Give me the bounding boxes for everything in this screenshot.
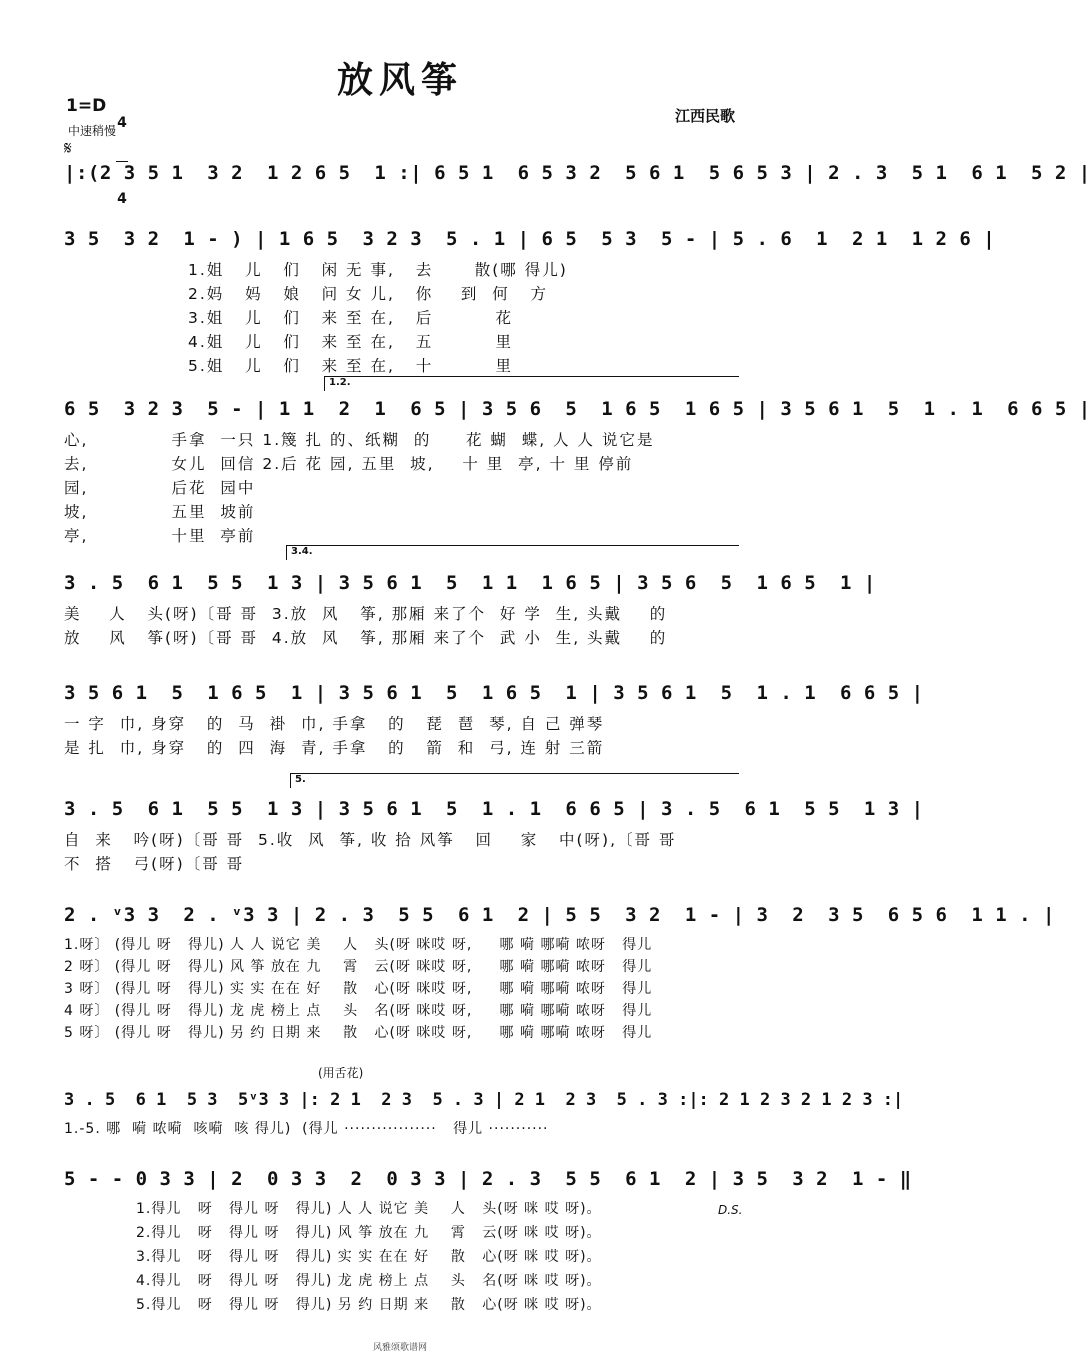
lyric-line: 园, 后花 园中 xyxy=(64,479,256,497)
lyric-line: 1.得儿 呀 得儿 呀 得儿) 人 人 说它 美 人 头(呀 咪 哎 呀)。 xyxy=(136,1201,602,1217)
lyric-line: 坡, 五里 坡前 xyxy=(64,503,256,521)
notation-line-9: 5 - - 0 3 3 | 2 0 3 3 2 0 3 3 | 2 . 3 5 5 6 1 2 | 3 5 3 2 1 - ‖ xyxy=(64,1168,912,1190)
song-title: 放风筝 xyxy=(336,60,463,101)
lyric-line: 自 来 吟(呀)〔哥 哥 5.收 风 筝, 收 拾 风筝 回 家 中(呀),〔哥 哥 xyxy=(64,831,677,849)
technique-annotation: (用舌花) xyxy=(318,1066,364,1080)
lyric-line: 1.姐 儿 们 闲 无 事, 去 散(哪 得儿) xyxy=(188,261,568,279)
time-signature-bottom: 4 xyxy=(117,191,127,207)
lyric-line: 5 呀〕 (得儿 呀 得儿) 另 约 日期 来 散 心(呀 咪哎 呀, 哪 嗬 哪嗬 哝呀 得儿 xyxy=(64,1025,653,1041)
volta-label: 3.4. xyxy=(291,546,313,557)
volta-bracket xyxy=(290,773,739,788)
notation-line-4: 3 . 5 6 1 5 5 1 3 | 3 5 6 1 5 1 1 1 6 5 | 3 5 6 5 1 6 5 1 | xyxy=(64,572,876,594)
lyric-line: 是 扎 巾, 身穿 的 四 海 青, 手拿 的 箭 和 弓, 连 射 三箭 xyxy=(64,739,605,757)
notation-line-3: 6 5 3 2 3 5 - | 1 1 2 1 6 5 | 3 5 6 5 1 6 5 1 6 5 | 3 5 6 1 5 1 . 1 6 6 5 | xyxy=(64,398,1091,420)
volta-bracket xyxy=(324,376,739,391)
key-signature: 1=D xyxy=(66,96,107,116)
notation-line-2: 3 5 3 2 1 - ) | 1 6 5 3 2 3 5 . 1 | 6 5 5 3 5 - | 5 . 6 1 2 1 1 2 6 | xyxy=(64,228,996,250)
lyric-line: 5.得儿 呀 得儿 呀 得儿) 另 约 日期 来 散 心(呀 咪 哎 呀)。 xyxy=(136,1297,602,1313)
lyric-line: 2.妈 妈 娘 问 女 儿, 你 到 何 方 xyxy=(188,285,549,303)
notation-line-7: 2 . ᵛ3 3 2 . ᵛ3 3 | 2 . 3 5 5 6 1 2 | 5 5 3 2 1 - | 3 2 3 5 6 5 6 1 1 . | xyxy=(64,904,1055,926)
notation-line-5: 3 5 6 1 5 1 6 5 1 | 3 5 6 1 5 1 6 5 1 | 3 5 6 1 5 1 . 1 6 6 5 | xyxy=(64,682,924,704)
lyric-line: 4 呀〕 (得儿 呀 得儿) 龙 虎 榜上 点 头 名(呀 咪哎 呀, 哪 嗬 哪嗬 哝呀 得儿 xyxy=(64,1003,653,1019)
lyric-line: 放 风 筝(呀)〔哥 哥 4.放 风 筝, 那厢 来了个 武 小 生, 头戴 的 xyxy=(64,629,668,647)
time-signature-top: 4 xyxy=(117,115,127,131)
dal-segno-mark: D.S. xyxy=(718,1203,743,1217)
song-origin: 江西民歌 xyxy=(675,107,736,125)
lyric-line: 不 搭 弓(呀)〔哥 哥 xyxy=(64,855,245,873)
lyric-line: 1.-5. 哪 嗬 哝嗬 咳嗬 咳 得儿) (得儿 ················· 得儿 ··········· xyxy=(64,1121,549,1137)
lyric-line: 3 呀〕 (得儿 呀 得儿) 实 实 在在 好 散 心(呀 咪哎 呀, 哪 嗬 哪嗬 哝呀 得儿 xyxy=(64,981,653,997)
time-signature xyxy=(116,86,128,222)
lyric-line: 5.姐 儿 们 来 至 在, 十 里 xyxy=(188,357,514,375)
notation-line-6: 3 . 5 6 1 5 5 1 3 | 3 5 6 1 5 1 . 1 6 6 5 | 3 . 5 6 1 5 5 1 3 | xyxy=(64,798,924,820)
tempo-marking: 中速稍慢 xyxy=(68,124,117,138)
lyric-line: 美 人 头(呀)〔哥 哥 3.放 风 筝, 那厢 来了个 好 学 生, 头戴 的 xyxy=(64,605,668,623)
lyric-line: 3.姐 儿 们 来 至 在, 后 花 xyxy=(188,309,514,327)
lyric-line: 去, 女儿 回信 2.后 花 园, 五里 坡, 十 里 亭, 十 里 停前 xyxy=(64,455,634,473)
segno-sign: 𝄋 xyxy=(64,138,72,159)
footer-watermark: 风雅颂歌谱网 xyxy=(372,1343,427,1353)
lyric-line: 2.得儿 呀 得儿 呀 得儿) 风 筝 放在 九 霄 云(呀 咪 哎 呀)。 xyxy=(136,1225,602,1241)
lyric-line: 一 字 巾, 身穿 的 马 褂 巾, 手拿 的 琵 琶 琴, 自 己 弹琴 xyxy=(64,715,605,733)
lyric-line: 2 呀〕 (得儿 呀 得儿) 风 筝 放在 九 霄 云(呀 咪哎 呀, 哪 嗬 哪嗬 哝呀 得儿 xyxy=(64,959,653,975)
volta-label: 5. xyxy=(295,774,306,785)
lyric-line: 1.呀〕 (得儿 呀 得儿) 人 人 说它 美 人 头(呀 咪哎 呀, 哪 嗬 哪嗬 哝呀 得儿 xyxy=(64,937,653,953)
notation-line-1: |:(2 3 5 1 3 2 1 2 6 5 1 :| 6 5 1 6 5 3 2 5 6 1 5 6 5 3 | 2 . 3 5 1 6 1 5 2 | xyxy=(64,162,1091,184)
notation-line-8: 3 . 5 6 1 5 3 5ᵛ3 3 |: 2 1 2 3 5 . 3 | 2 1 2 3 5 . 3 :|: 2 1 2 3 2 1 2 3 :| xyxy=(64,1090,904,1110)
lyric-line: 心, 手拿 一只 1.篾 扎 的、纸糊 的 花 蝴 蝶, 人 人 说它是 xyxy=(64,431,655,449)
lyric-line: 亭, 十里 亭前 xyxy=(64,527,256,545)
lyric-line: 4.得儿 呀 得儿 呀 得儿) 龙 虎 榜上 点 头 名(呀 咪 哎 呀)。 xyxy=(136,1273,602,1289)
lyric-line: 4.姐 儿 们 来 至 在, 五 里 xyxy=(188,333,514,351)
volta-label: 1.2. xyxy=(329,377,351,388)
lyric-line: 3.得儿 呀 得儿 呀 得儿) 实 实 在在 好 散 心(呀 咪 哎 呀)。 xyxy=(136,1249,602,1265)
volta-bracket xyxy=(286,545,739,560)
